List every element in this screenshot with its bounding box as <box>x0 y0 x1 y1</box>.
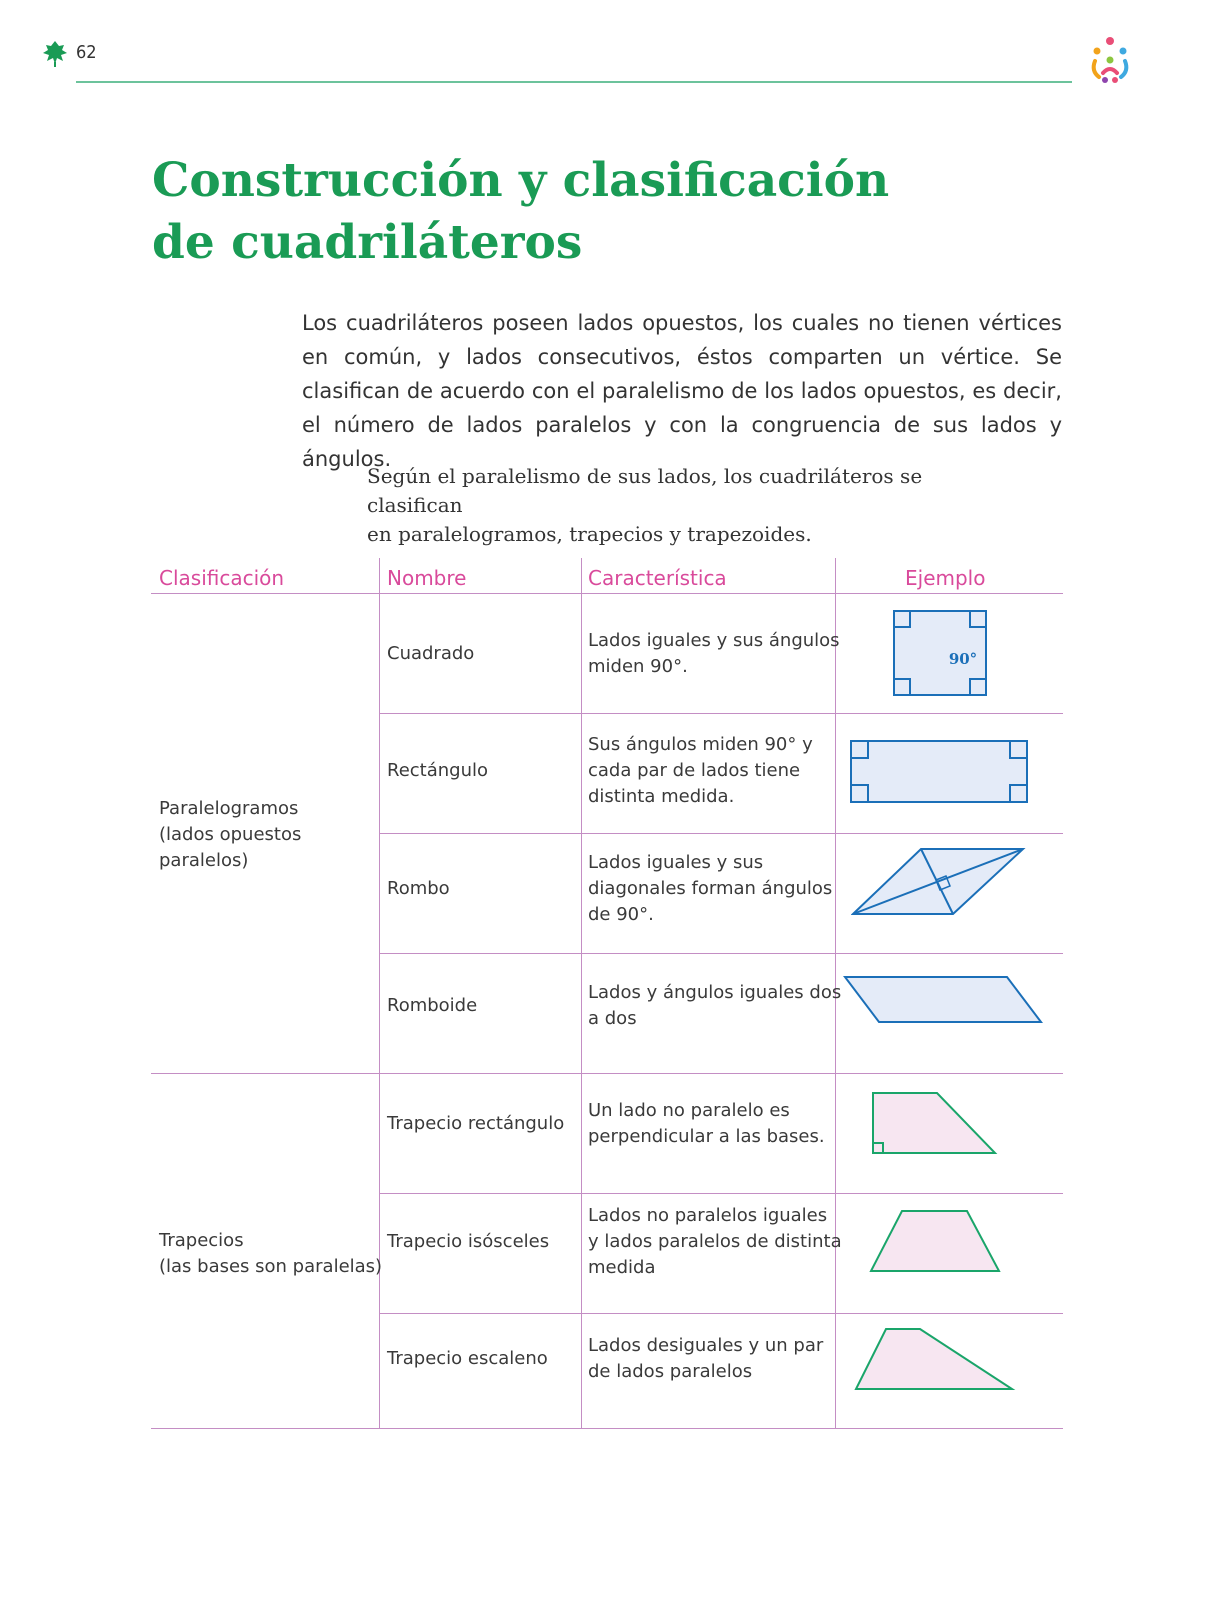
leaf-emblem-icon <box>42 40 68 68</box>
header-clasificacion: Clasificación <box>159 566 285 590</box>
row-description: Lados iguales y sus diagonales forman ángulos de 90°. <box>588 852 833 925</box>
row-name: Cuadrado <box>387 643 475 664</box>
statement-line-1: Según el paralelismo de sus lados, los cuadriláteros se clasifican <box>367 464 923 517</box>
row-description: Lados no paralelos iguales y lados paralelos de distinta medida <box>588 1205 842 1278</box>
row-description: Un lado no paralelo es perpendicular a las bases. <box>588 1100 825 1147</box>
row-rule <box>379 1313 1063 1314</box>
row-name: Trapecio rectángulo <box>387 1113 565 1134</box>
group-paralelogramos: Paralelogramos (lados opuestos paralelos) <box>159 798 302 871</box>
header-rule <box>151 593 1063 594</box>
header-rule <box>76 81 1072 83</box>
title-line-1: Construcción y clasificación <box>152 153 890 208</box>
table-bottom-rule <box>151 1428 1063 1429</box>
rhomboid-example <box>843 974 1043 1026</box>
angle-label: 90° <box>948 650 978 668</box>
rhombus-example <box>851 846 1031 926</box>
row-name: Rombo <box>387 878 450 899</box>
header-nombre: Nombre <box>387 566 467 590</box>
page-title <box>152 150 889 274</box>
column-divider <box>379 558 380 1428</box>
row-name: Trapecio isósceles <box>387 1231 550 1252</box>
isosceles-trapezoid-example <box>869 1208 1003 1274</box>
row-description: Lados y ángulos iguales dos a dos <box>588 982 842 1029</box>
quadrilateral-table <box>151 558 1063 1428</box>
row-name: Rectángulo <box>387 760 489 781</box>
colorful-figure-logo-icon <box>1085 35 1135 85</box>
page-number: 62 <box>76 42 97 63</box>
intro-paragraph: Los cuadriláteros poseen lados opuestos, los cuales no tienen vértices en común, y lados consecutivos, éstos comparten un vértice. Se clasifican de acuerdo con el paralelismo de los lados opuestos, es decir, el número de lados paralelos y con la congruencia de sus lados y ángulos. <box>302 311 1062 471</box>
square-example <box>891 608 991 698</box>
row-rule <box>379 833 1063 834</box>
row-name: Trapecio escaleno <box>387 1348 548 1369</box>
title-line-2: de cuadriláteros <box>152 215 583 270</box>
row-description: Lados iguales y sus ángulos miden 90°. <box>588 630 840 677</box>
row-rule <box>379 953 1063 954</box>
column-divider <box>581 558 582 1428</box>
group-rule <box>151 1073 1063 1074</box>
scalene-trapezoid-example <box>854 1326 1018 1394</box>
right-trapezoid-example <box>869 1090 999 1158</box>
statement-line-2: en paralelogramos, trapecios y trapezoides. <box>367 522 812 546</box>
row-rule <box>379 713 1063 714</box>
header-caracteristica: Característica <box>588 566 727 590</box>
row-name: Romboide <box>387 995 478 1016</box>
header-ejemplo: Ejemplo <box>905 566 986 590</box>
rectangle-example <box>848 738 1032 808</box>
row-description: Sus ángulos miden 90° y cada par de lados tiene distinta medida. <box>588 734 813 807</box>
row-description: Lados desiguales y un par de lados paralelos <box>588 1335 824 1382</box>
classification-statement <box>367 462 987 549</box>
group-trapecios: Trapecios (las bases son paralelas) <box>159 1230 383 1277</box>
row-rule <box>379 1193 1063 1194</box>
